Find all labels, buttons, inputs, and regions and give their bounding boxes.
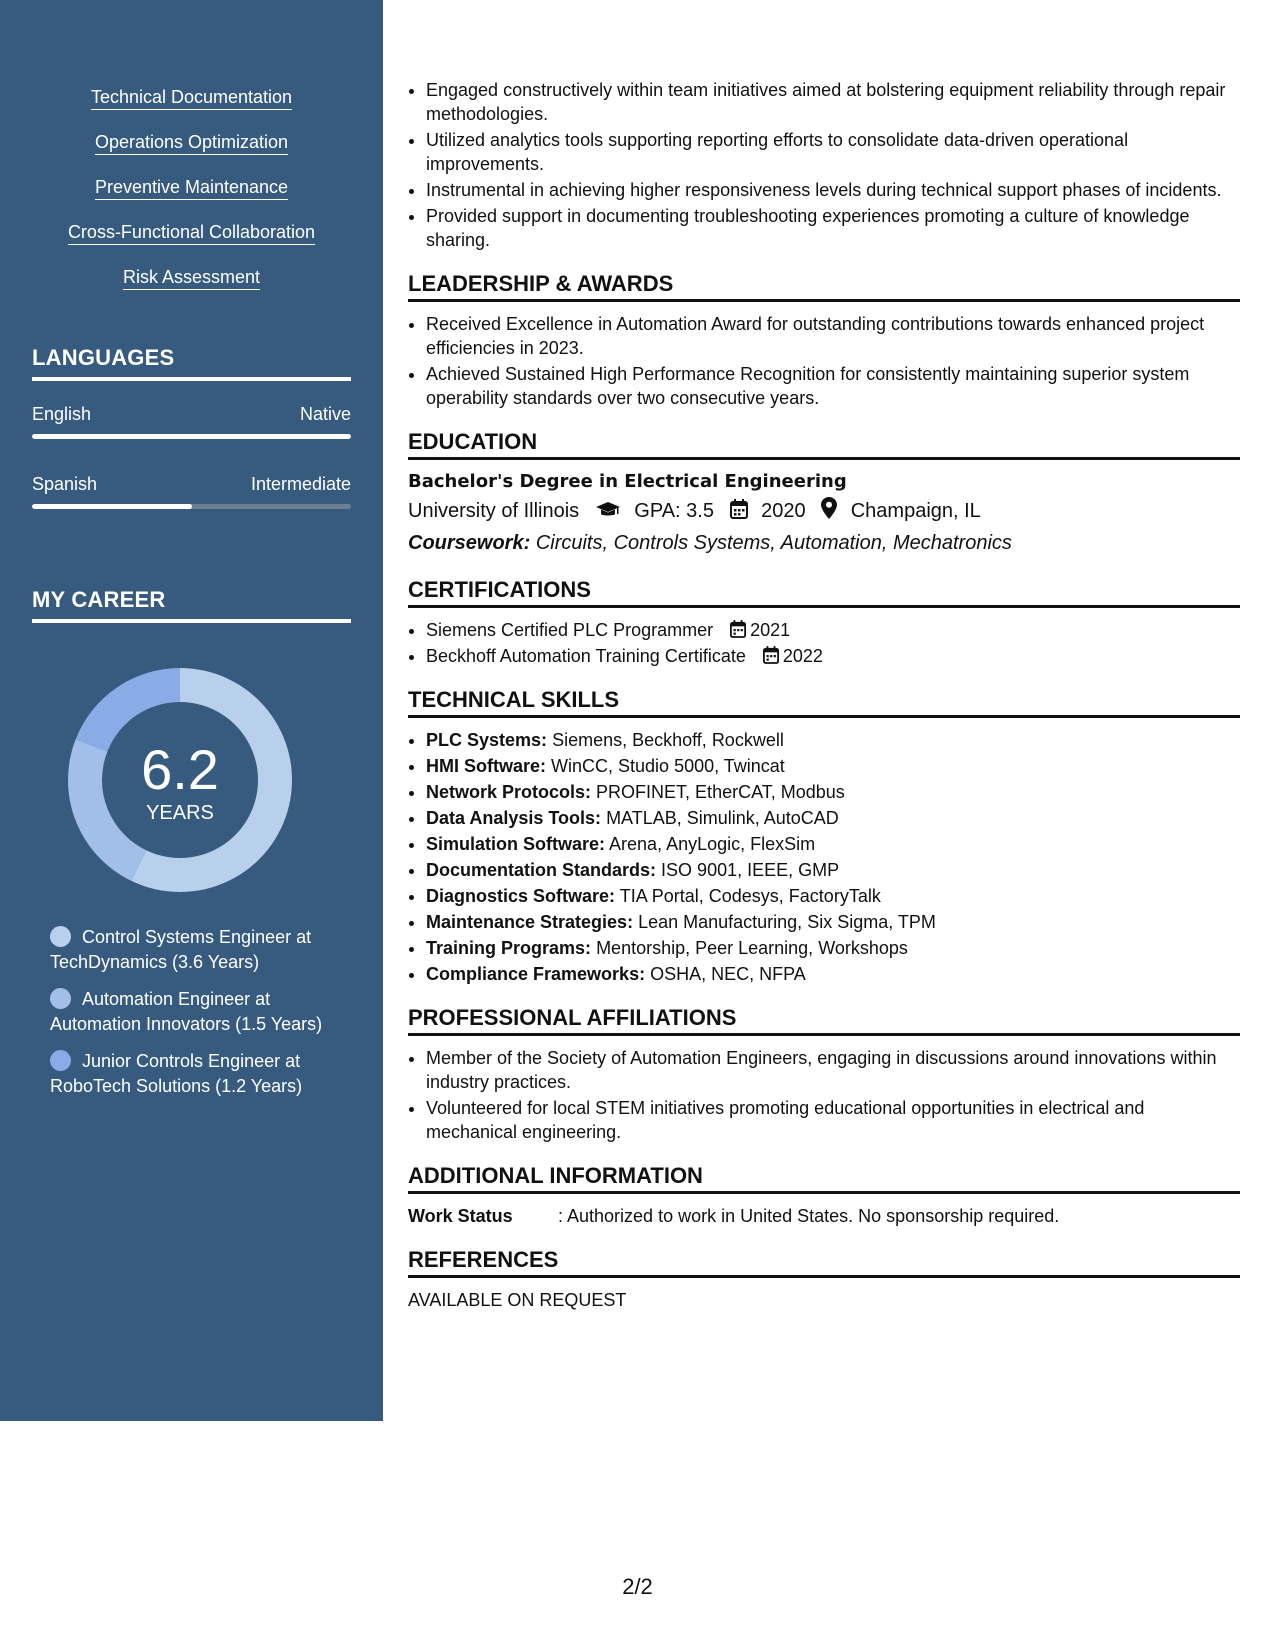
certifications-list: [408, 618, 1240, 668]
coursework-list: Circuits, Controls Systems, Automation, Mechatronics: [535, 532, 1012, 554]
list-item: • Data Analysis Tools: MATLAB, Simulink, AutoCAD: [426, 806, 1240, 830]
work-status-row: [408, 1204, 1240, 1228]
list-item: • Received Excellence in Automation Award for outstanding contributions towards enhanced project efficiencies in 2023.: [426, 312, 1240, 360]
list-item: • HMI Software: WinCC, Studio 5000, Twincat: [426, 754, 1240, 778]
page-number: 2/2: [622, 1574, 653, 1599]
career-list: [50, 925, 335, 1111]
language-name: Spanish: [32, 474, 98, 494]
certification-name: Beckhoff Automation Training Certificate: [426, 646, 746, 666]
technical-skills-list: [408, 728, 1240, 986]
list-item: • Network Protocols: PROFINET, EtherCAT, Modbus: [426, 780, 1240, 804]
career-item: Junior Controls Engineer at RoboTech Solutions (1.2 Years): [50, 1051, 303, 1096]
graduation-cap-icon: [595, 498, 621, 528]
career-item: Control Systems Engineer at TechDynamics (3.6 Years): [50, 927, 312, 972]
location-pin-icon: [821, 497, 837, 528]
list-item: • Provided support in documenting troubleshooting experiences promoting a culture of knowledge sharing.: [426, 204, 1240, 252]
skill-item: Cross-Functional Collaboration: [0, 221, 383, 266]
calendar-icon: [763, 646, 779, 664]
list-item: • Maintenance Strategies: Lean Manufacturing, Six Sigma, TPM: [426, 910, 1240, 934]
list-item: • Engaged constructively within team initiatives aimed at bolstering equipment reliability through repair methodologies.: [426, 78, 1240, 126]
work-status-value: : Authorized to work in United States. No sponsorship required.: [558, 1206, 1060, 1226]
school-location: Champaign, IL: [850, 500, 981, 522]
list-item: [426, 618, 1240, 642]
section-heading-technical-skills: TECHNICAL SKILLS: [408, 688, 1240, 718]
certification-name: Siemens Certified PLC Programmer: [426, 620, 714, 640]
certification-year: 2021: [750, 620, 791, 640]
list-item: • Training Programs: Mentorship, Peer Learning, Workshops: [426, 936, 1240, 960]
legend-dot: [50, 988, 71, 1009]
references-text: AVAILABLE ON REQUEST: [408, 1290, 627, 1310]
work-status-label: Work Status: [408, 1206, 513, 1226]
section-heading-certifications: CERTIFICATIONS: [408, 578, 1240, 608]
career-item: Automation Engineer at Automation Innovators (1.5 Years): [50, 989, 323, 1034]
language-bar-fill: [32, 504, 192, 509]
career-total-unit: YEARS: [146, 802, 214, 824]
language-level: Native: [299, 404, 351, 424]
leadership-list: [408, 312, 1240, 410]
degree-title: Bachelor's Degree in Electrical Engineering: [408, 471, 847, 492]
career-total-value: 6.2: [141, 738, 219, 801]
graduation-year: 2020: [761, 500, 806, 522]
career-total: [60, 660, 300, 900]
calendar-icon: [730, 498, 748, 528]
language-bar-english: [32, 434, 351, 439]
sidebar: [0, 0, 383, 1421]
list-item: • Volunteered for local STEM initiatives promoting educational opportunities in electrical and mechanical engineering.: [426, 1096, 1240, 1144]
skill-item: Technical Documentation: [0, 86, 383, 131]
certification-year: 2022: [782, 646, 823, 666]
main-content: [408, 78, 1240, 1312]
school-name: University of Illinois: [408, 500, 580, 522]
section-heading-education: EDUCATION: [408, 430, 1240, 460]
list-item: [426, 644, 1240, 668]
language-bar-spanish: [32, 504, 351, 509]
calendar-icon: [730, 620, 746, 638]
languages-heading: LANGUAGES: [32, 345, 351, 381]
skills-list: [0, 86, 383, 311]
section-heading-references: REFERENCES: [408, 1248, 1240, 1278]
experience-bullets: [408, 78, 1240, 252]
list-item: • PLC Systems: Siemens, Beckhoff, Rockwell: [426, 728, 1240, 752]
language-name: English: [32, 404, 92, 424]
list-item: • Instrumental in achieving higher responsiveness levels during technical support phases of incidents.: [426, 178, 1240, 202]
list-item: • Compliance Frameworks: OSHA, NEC, NFPA: [426, 962, 1240, 986]
skill-item: Risk Assessment: [0, 266, 383, 311]
education-details: [408, 496, 1240, 528]
gpa: GPA: 3.5: [634, 500, 714, 522]
skill-item: Operations Optimization: [0, 131, 383, 176]
list-item: • Diagnostics Software: TIA Portal, Codesys, FactoryTalk: [426, 884, 1240, 908]
list-item: • Documentation Standards: ISO 9001, IEEE, GMP: [426, 858, 1240, 882]
legend-dot: [50, 1050, 71, 1071]
list-item: • Achieved Sustained High Performance Recognition for consistently maintaining superior system operability standards over two consecutive years.: [426, 362, 1240, 410]
career-heading: MY CAREER: [32, 587, 351, 623]
language-bar-fill: [32, 434, 351, 439]
list-item: • Utilized analytics tools supporting reporting efforts to consolidate data-driven operational improvements.: [426, 128, 1240, 176]
coursework-label: Coursework:: [408, 532, 531, 554]
coursework: [408, 528, 1240, 558]
language-level: Intermediate: [250, 474, 351, 494]
section-heading-additional-information: ADDITIONAL INFORMATION: [408, 1164, 1240, 1194]
legend-dot: [50, 926, 71, 947]
skill-item: Preventive Maintenance: [0, 176, 383, 221]
list-item: • Member of the Society of Automation Engineers, engaging in discussions around innovations within industry practices.: [426, 1046, 1240, 1094]
affiliations-list: [408, 1046, 1240, 1144]
list-item: • Simulation Software: Arena, AnyLogic, FlexSim: [426, 832, 1240, 856]
section-heading-affiliations: PROFESSIONAL AFFILIATIONS: [408, 1006, 1240, 1036]
section-heading-leadership: LEADERSHIP & AWARDS: [408, 272, 1240, 302]
